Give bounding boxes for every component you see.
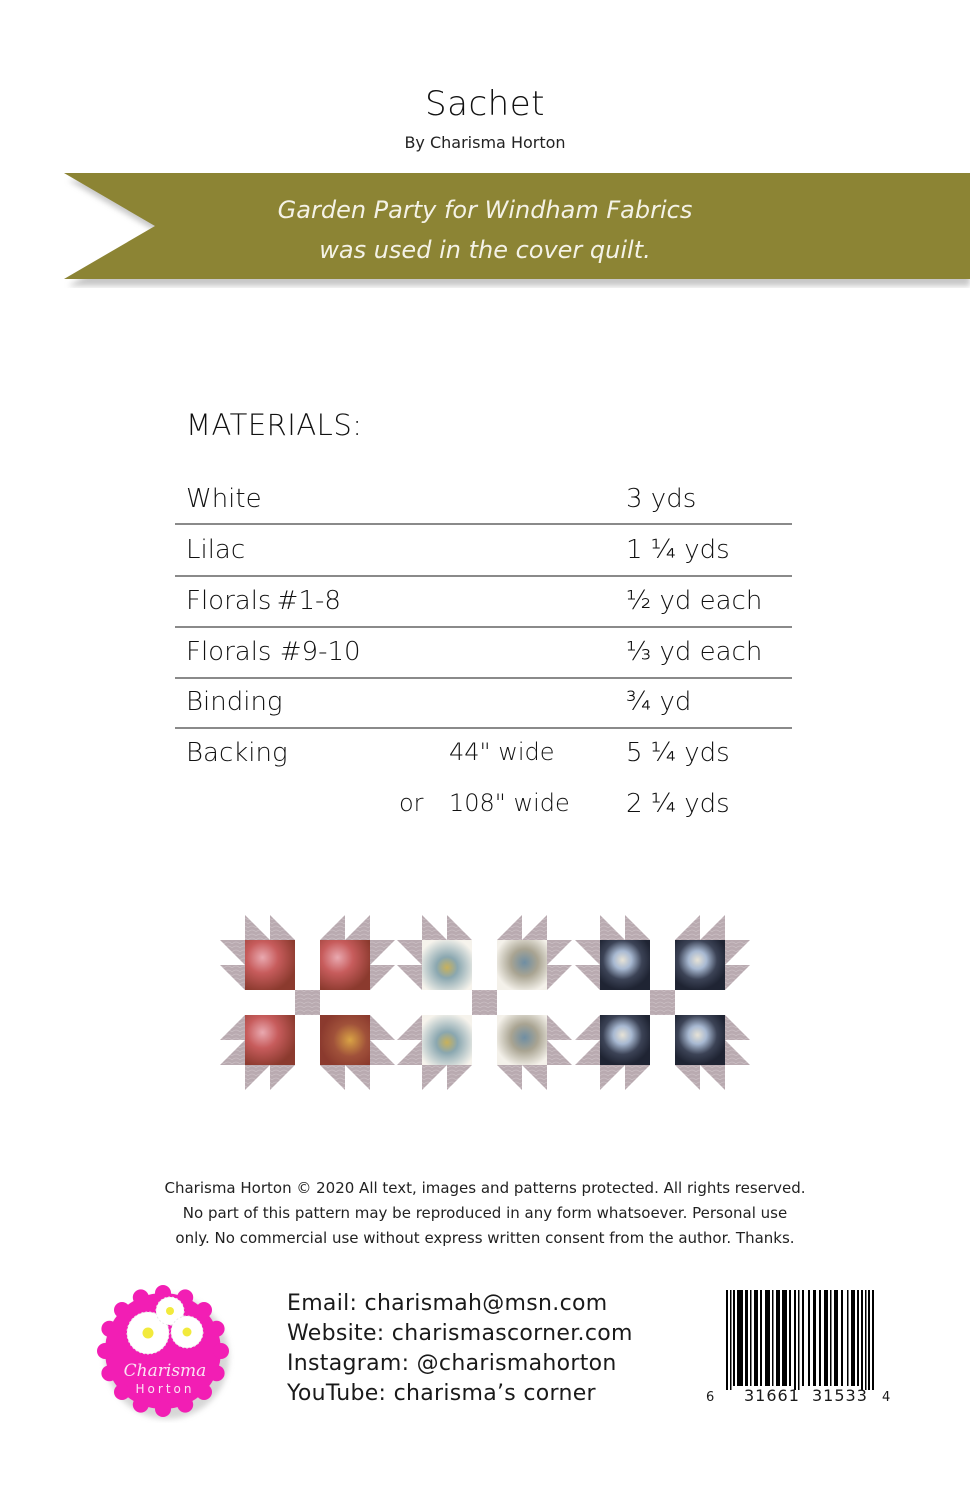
contact-info [287,1289,633,1409]
upc-barcode [706,1286,892,1416]
materials-row [175,728,792,779]
scalloped-badge-icon [95,1283,235,1423]
contact-email: Email: charismah@msn.com [287,1291,608,1316]
material-width: 108" wide [449,789,570,817]
material-qty: 1 ¼ yds [626,535,730,565]
designer-byline: By Charisma Horton [404,133,566,152]
contact-website: Website: charismascorner.com [287,1321,633,1346]
material-qty: 5 ¼ yds [626,738,730,768]
materials-row [175,627,792,678]
material-qty: ⅓ yd each [626,637,763,667]
materials-heading: MATERIALS: [186,408,363,442]
materials-row [175,677,792,728]
material-name: White [186,484,262,514]
materials-row [175,576,792,627]
barcode-bars-icon [712,1286,892,1396]
barcode-right-digits: 31533 [812,1386,868,1405]
materials-row [175,474,792,525]
copyright-line-1: Charisma Horton © 2020 All text, images and patterns protected. All rights reserved. [164,1179,806,1197]
material-qty: 3 yds [626,484,697,514]
material-name: Lilac [186,535,246,565]
material-name: Florals #1-8 [186,586,341,616]
contact-youtube: YouTube: charisma’s corner [287,1381,596,1406]
materials-row [175,779,792,830]
material-qty: 2 ¼ yds [626,789,730,819]
ribbon-text [120,190,850,270]
quilt-preview-image [200,900,770,1100]
barcode-left-digits: 31661 [744,1386,800,1405]
material-qty: ½ yd each [626,586,763,616]
charisma-horton-logo [95,1283,235,1423]
barcode-lead-digit: 6 [706,1390,715,1405]
barcode-check-digit: 4 [882,1390,891,1405]
material-width: 44" wide [449,738,555,766]
logo-name-line-2: Horton [135,1382,195,1396]
materials-row [175,525,792,576]
ribbon-line-1: Garden Party for Windham Fabrics [277,196,693,224]
pattern-title: Sachet [425,84,545,124]
copyright-line-3: only. No commercial use without express written consent from the author. Thanks. [175,1229,795,1247]
ribbon-line-2: was used in the cover quilt. [319,236,651,264]
material-qty: ¾ yd [626,687,692,717]
copyright-notice [100,1176,870,1251]
contact-instagram: Instagram: @charismahorton [287,1351,617,1376]
copyright-line-2: No part of this pattern may be reproduced in any form whatsoever. Personal use [182,1204,788,1222]
material-or: or [399,789,424,817]
material-name: Backing [186,738,288,768]
material-name: Binding [186,687,283,717]
logo-name-line-1: Charisma [123,1361,207,1381]
material-name: Florals #9-10 [186,637,361,667]
